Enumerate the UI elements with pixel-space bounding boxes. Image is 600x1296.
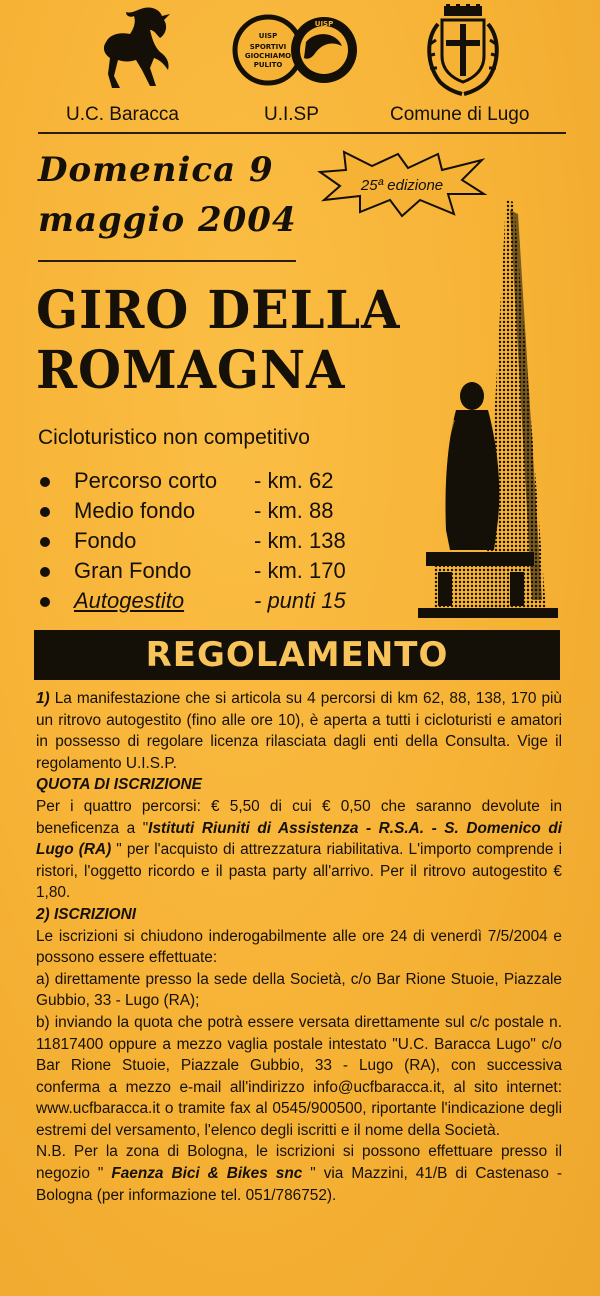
monument-image [414,200,564,620]
event-subtitle: Cicloturistico non competitivo [38,426,310,449]
rules-section-1 [36,688,562,774]
svg-text:GIOCHIAMO: GIOCHIAMO [244,52,292,60]
route-distance: - km. 170 [254,558,346,583]
route-item [40,558,370,586]
route-item [40,498,370,526]
bullet-icon [40,477,50,487]
route-distance: - km. 62 [254,468,334,493]
event-title-line1: GIRO DELLA [36,280,401,341]
horse-icon [100,4,178,90]
svg-text:PULITO: PULITO [253,61,283,69]
event-title-line2: ROMAGNA [36,340,346,401]
coat-of-arms-icon [420,4,506,98]
uc-baracca-label: U.C. Baracca [66,104,179,125]
bullet-icon [40,537,50,547]
uisp-label: U.I.SP [264,104,319,125]
event-date-line2: maggio 2004 [38,200,297,240]
nb-text: " via Mazzini, 41/B di Castenaso - Bologna (per informazione tel. 051/786752). [36,1165,562,1204]
section-text: La manifestazione che si articola su 4 percorsi di km 62, 88, 138, 170 più un ritrovo autogestito (fino alle ore 10), è aperta a tutti i cicloturisti e amatori in possesso di regolare licenza rilasciata dagli enti della Consulta. Vige il regolamento U.I.S.P. [36,690,562,772]
bullet-icon [40,507,50,517]
bullet-icon [40,597,50,607]
quota-text: " per l'acquisto di attrezzatura riabilitativa. L'importo comprende i ristori, l'oggetto ricordo e il pasta party all'arrivo. Per il ritrovo autogestito € 1,80. [36,841,562,902]
quota-text: Per i quattro percorsi: € 5,50 di cui € 0,50 che saranno devolute in beneficenza a " [36,797,562,837]
event-date-line1: Domenica 9 [38,150,274,190]
route-distance: - km. 138 [254,528,346,553]
iscrizioni-option-b: b) inviando la quota che potrà essere versata direttamente sul c/c postale n. 11817400 oppure a mezzo vaglia postale intestato "U.C. Baracca Lugo" c/o Bar Rione Stuoie, Piazzale Gubbio, 33 - Lugo (RA), con successiva conferma a mezzo e-mail all'indirizzo info@ucfbaracca.it, al sito internet: www.ucfbaracca.it o tramite fax al 0545/900500, riportante l'indicazione degli estremi del versamento, l'elenco degli iscritti e il nome della Società. [36,1013,562,1139]
shop-name: Faenza Bici & Bikes snc [111,1165,303,1183]
svg-text:SPORTIVI: SPORTIVI [249,43,287,51]
date-underline [38,260,296,262]
rules-text [36,688,562,1206]
route-name: Medio fondo [74,498,196,523]
comune-di-lugo-label: Comune di Lugo [390,104,530,125]
route-name: Autogestito [74,588,185,613]
route-item [40,588,370,616]
iscrizioni-option-a: a) direttamente presso la sede della Società, c/o Bar Rione Stuoie, Piazzale Gubbio, 33 - Lugo (RA); [36,970,562,1010]
svg-text:UISP: UISP [258,32,278,40]
route-item [40,528,370,556]
route-item [40,468,370,496]
bullet-icon [40,567,50,577]
route-distance: - km. 88 [254,498,334,523]
route-distance: - punti 15 [254,588,346,613]
uisp-logo-icon [228,12,364,88]
route-name: Percorso corto [74,468,218,493]
quota-paragraph [36,796,562,904]
route-name: Gran Fondo [74,558,192,583]
nb-text: N.B. Per la zona di Bologna, le iscrizioni si possono effettuare presso il negozio " [36,1143,562,1183]
regolamento-banner: REGOLAMENTO [34,630,560,680]
quota-heading: QUOTA DI ISCRIZIONE [36,776,202,794]
route-name: Fondo [74,528,137,553]
iscrizioni-heading: 2) ISCRIZIONI [36,905,137,923]
edition-text: 25ª edizione [360,177,444,194]
nb-paragraph [36,1141,562,1206]
header-divider [38,132,566,134]
beneficiary-name: Istituti Riuniti di Assistenza - R.S.A. - S. Domenico di Lugo (RA) [36,819,563,859]
svg-text:UISP: UISP [314,20,334,28]
iscrizioni-paragraph: Le iscrizioni si chiudono inderogabilmente alle ore 24 di venerdì 7/5/2004 e possono essere effettuate: [36,927,562,967]
section-number: 1) [36,690,50,707]
